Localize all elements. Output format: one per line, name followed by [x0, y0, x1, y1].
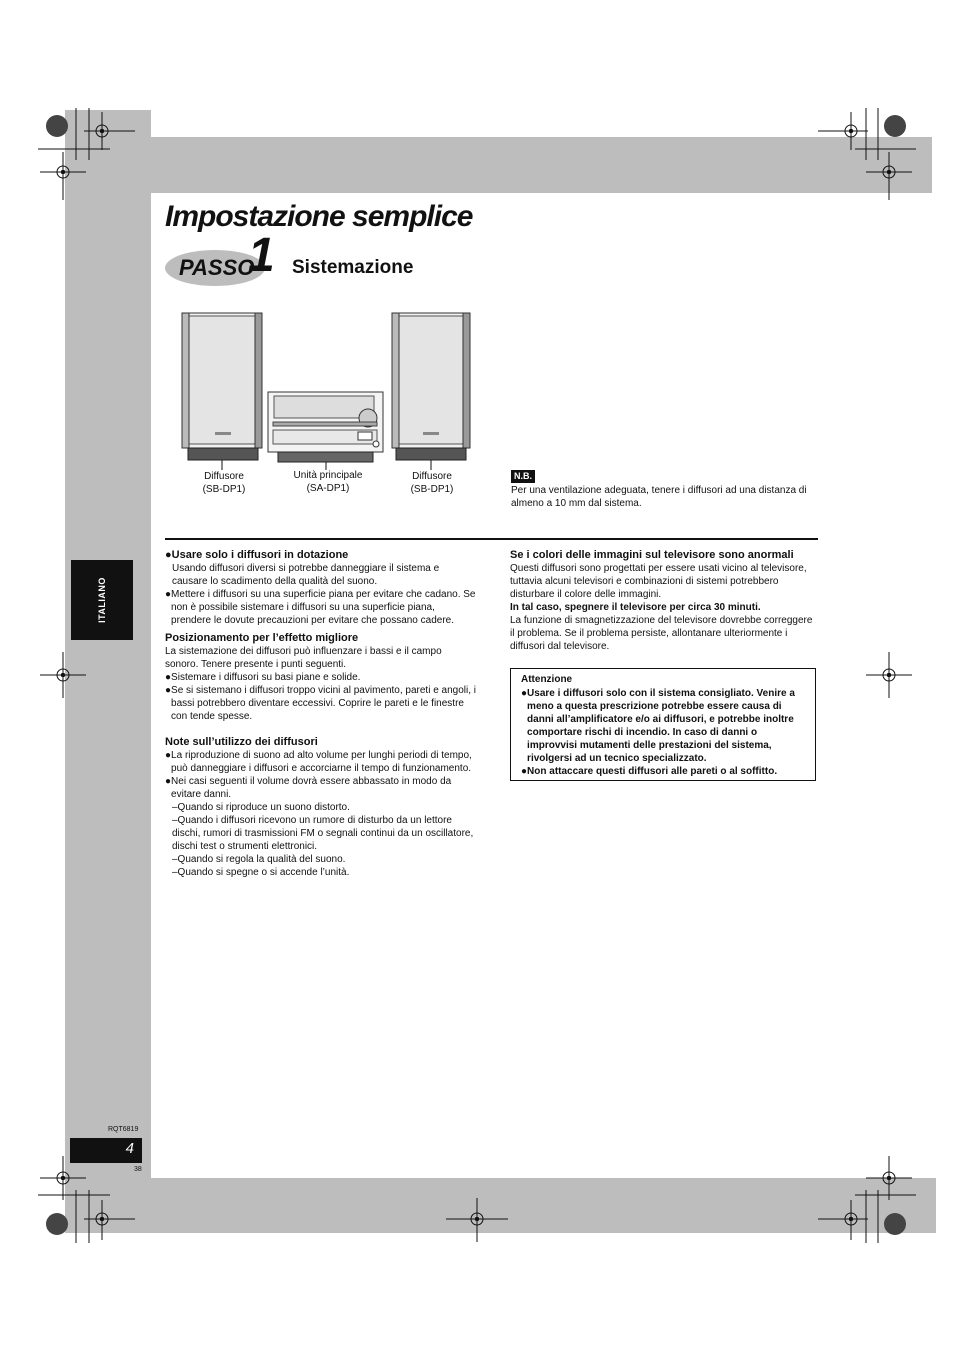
dash-item: –Quando si riproduce un suono distorto.: [172, 802, 350, 813]
positioning-heading: Posizionamento per l’effetto migliore: [165, 632, 359, 644]
tv-colors-paragraph: Questi diffusori sono progettati per essere usati vicino al televisore, tuttavia alcuni televisori e combinazioni di sistemi potrebbero disturbare il colore delle immagini.: [510, 563, 807, 600]
speakers-only-heading: ●Usare solo i diffusori in dotazione: [165, 549, 349, 561]
warning-box: [510, 668, 816, 781]
bullet: ●: [165, 776, 172, 787]
warning-title: Attenzione: [521, 674, 573, 685]
tv-colors-heading: Se i colori delle immagini sul televisore sono anormali: [510, 549, 794, 561]
left-column: [165, 548, 477, 879]
main-unit-image: [268, 392, 383, 462]
step-title: Sistemazione: [292, 257, 414, 278]
step-word: PASSO: [179, 255, 255, 280]
caption-left-speaker: Diffusore (SB-DP1): [202, 471, 246, 495]
dash-item: –Quando i diffusori ricevono un rumore di disturbo da un lettore dischi, rumori di trasmissioni FM o segnali continui da un oscillatore, dischi test o strumenti elettronici.: [172, 815, 474, 852]
tv-colors-instruction: In tal caso, spegnere il televisore per circa 30 minuti.: [510, 602, 761, 613]
list-item: ● Sistemare i diffusori su basi piane e solide.: [165, 672, 361, 683]
secondary-page-number: 38: [134, 1166, 142, 1173]
warning-item: ● Non attaccare questi diffusori alle pareti o al soffitto.: [521, 766, 778, 777]
left-speaker-image: [182, 313, 262, 460]
bullet: ●: [165, 589, 172, 600]
tv-colors-paragraph-2: La funzione di smagnetizzazione del televisore dovrebbe correggere il problema. Se il problema persiste, allontanare ulteriormente i diffusori dal televisore.: [510, 615, 813, 652]
caption-main-unit: Unità principale (SA-DP1): [293, 470, 363, 494]
warning-item: ● Usare i diffusori solo con il sistema consigliato. Venire a meno a questa prescrizione potrebbe essere causa di danni all’amplificatore e/o ai diffusori, e potrebbe inoltre comportare rischi di incendio. In caso di danni o improvvisi mutamenti delle prestazioni del sistema, rivolgersi ad un tecnico specializzato.: [521, 688, 795, 764]
page-number: 4: [125, 1140, 134, 1157]
page-title: Impostazione semplice: [165, 200, 473, 233]
list-item: ● La riproduzione di suono ad alto volume per lunghi periodi di tempo, può danneggiare i diffusori e accorciarne il tempo di funzionamento.: [165, 750, 472, 774]
usage-notes-heading: Note sull’utilizzo dei diffusori: [165, 736, 318, 748]
right-column: [510, 548, 818, 653]
bullet: ●: [521, 766, 528, 777]
bullet: ●: [165, 685, 172, 696]
system-illustration: [178, 310, 478, 470]
bullet: ●: [521, 688, 528, 699]
caption-right-speaker: Diffusore (SB-DP1): [410, 471, 454, 495]
list-item: ● Nei casi seguenti il volume dovrà essere abbassato in modo da evitare danni.: [165, 776, 452, 800]
step-number: 1: [248, 229, 275, 282]
dash-item: –Quando si regola la qualità del suono.: [172, 854, 346, 865]
dash-item: –Quando si spegne o si accende l’unità.: [172, 867, 350, 878]
note-text: Per una ventilazione adeguata, tenere i diffusori ad una distanza di almeno a 10 mm dal sistema.: [511, 485, 807, 509]
model-code: RQT6819: [108, 1126, 139, 1133]
language-tab-label: ITALIANO: [96, 577, 107, 623]
bullet: ●: [165, 672, 172, 683]
list-item: ● Mettere i diffusori su una superficie piana per evitare che cadano. Se non è possibile sistemare i diffusori su una superficie piana, prendere le dovute precauzioni per evitare che possano cadere.: [165, 589, 476, 626]
speakers-only-text: Usando diffusori diversi si potrebbe danneggiare il sistema e causare lo scadimento della qualità del suono.: [172, 563, 440, 587]
right-speaker-image: [392, 313, 470, 460]
section-divider: [165, 538, 818, 540]
positioning-intro: La sistemazione dei diffusori può influenzare i bassi e il campo sonoro. Tenere presente i punti seguenti.: [165, 646, 442, 670]
bullet: ●: [165, 750, 172, 761]
bullet: ●: [165, 549, 172, 561]
list-item: ● Se si sistemano i diffusori troppo vicini al pavimento, pareti e angoli, i bassi potrebbero diventare eccessivi. Coprire le pareti e le finestre con tende spesse.: [165, 685, 477, 722]
note-label: N.B.: [511, 470, 535, 483]
